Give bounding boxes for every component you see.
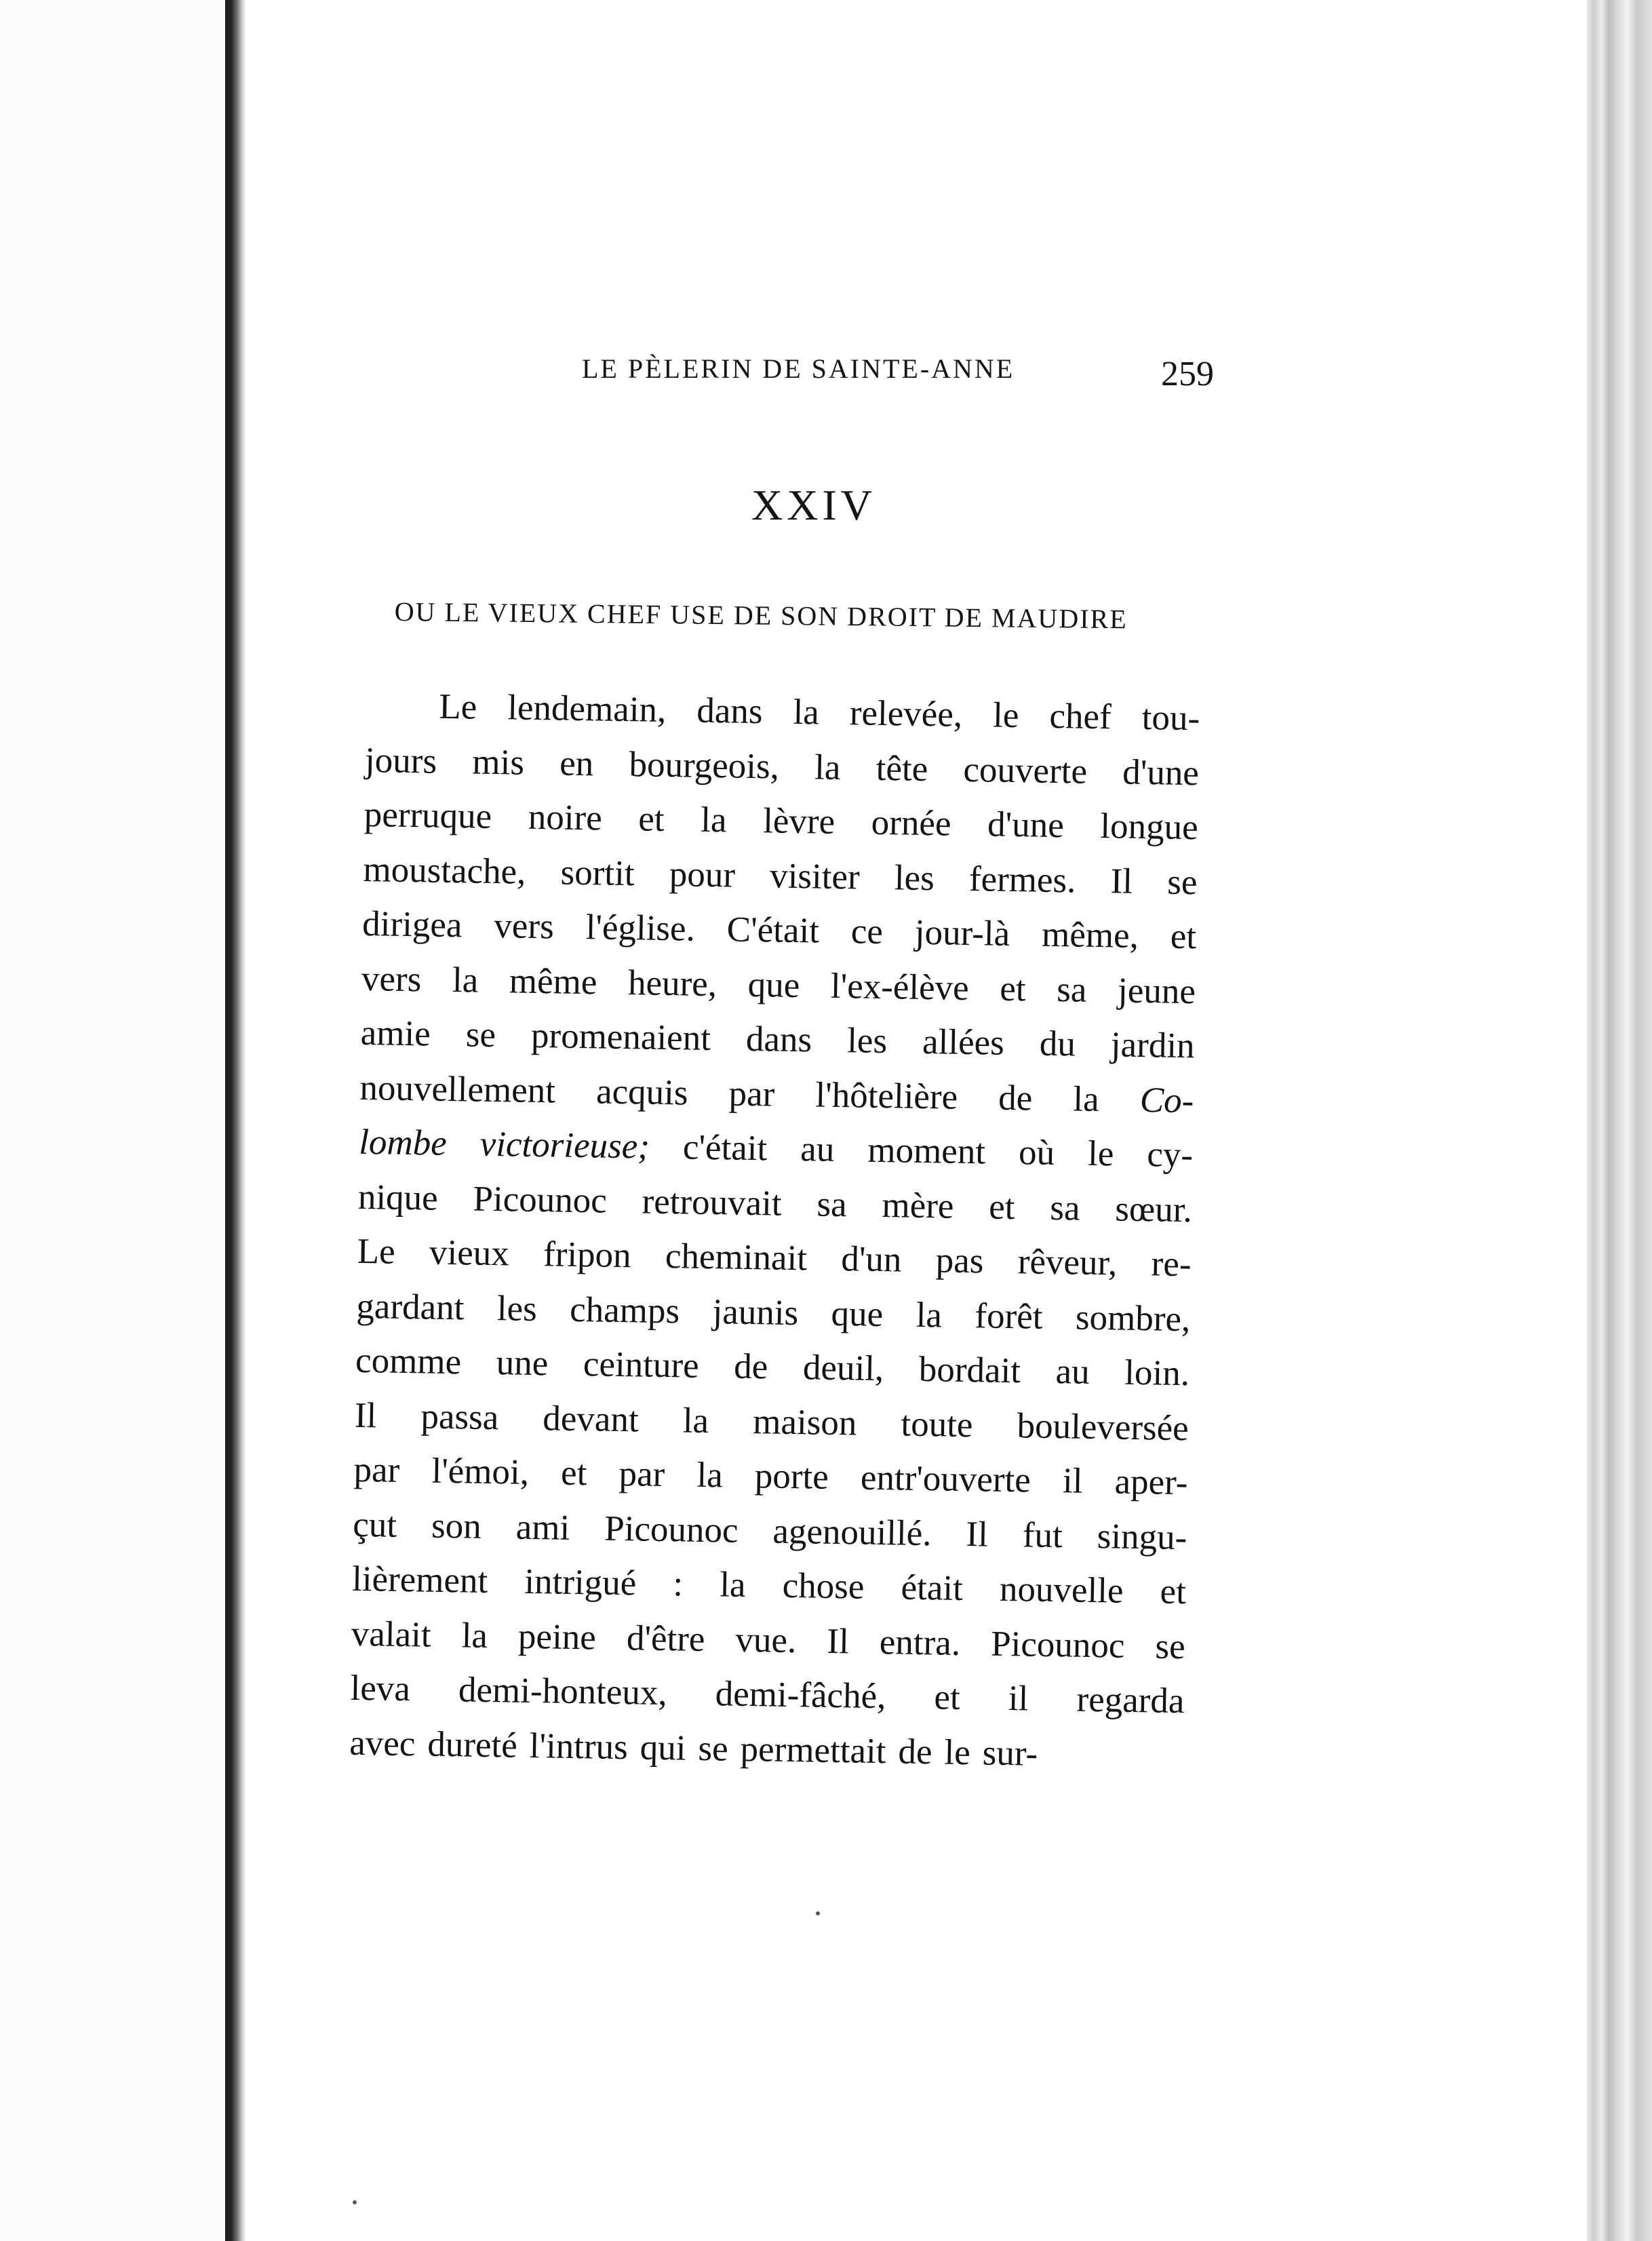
chapter-title: OU LE VIEUX CHEF USE DE SON DROIT DE MAUDIRE <box>394 596 1128 635</box>
body-word: les <box>846 1021 888 1061</box>
body-word: maison <box>752 1401 857 1443</box>
body-word: fut <box>1022 1515 1063 1555</box>
body-word: chef <box>1049 696 1112 737</box>
body-word: Il <box>966 1514 989 1555</box>
body-word: la <box>682 1400 709 1441</box>
body-word: où <box>1018 1133 1055 1173</box>
body-word: et <box>1160 1572 1187 1612</box>
body-word: la <box>719 1565 747 1605</box>
body-word: son <box>431 1506 482 1546</box>
body-word: bourgeois, <box>629 744 780 787</box>
body-word: jours <box>364 740 437 781</box>
body-word: mis <box>471 741 525 783</box>
body-word: couverte <box>963 749 1088 792</box>
page-number: 259 <box>1161 355 1214 393</box>
body-word: heure, <box>627 962 717 1004</box>
chapter-body-text <box>349 678 1200 1783</box>
body-word: dans <box>745 1019 812 1060</box>
body-word: il <box>1062 1461 1083 1501</box>
body-word: jaunis <box>712 1291 799 1333</box>
body-word: sa <box>817 1184 848 1224</box>
body-word: leva <box>350 1668 411 1709</box>
body-word: la <box>916 1295 943 1335</box>
body-word: victorieuse; <box>479 1124 650 1167</box>
body-word: entra. <box>879 1622 961 1663</box>
body-word: par <box>618 1454 665 1495</box>
body-word: moment <box>867 1130 986 1172</box>
body-word: noire <box>528 797 603 838</box>
body-word: sur- <box>982 1732 1038 1774</box>
body-word: sortit <box>560 853 635 893</box>
body-word: bouleversée <box>1017 1405 1189 1448</box>
body-word: allées <box>922 1021 1005 1063</box>
body-word: promenaient <box>530 1015 711 1059</box>
body-word: vue. <box>735 1620 797 1660</box>
body-word: acquis <box>595 1071 688 1113</box>
body-word: çut <box>352 1504 397 1545</box>
body-word: ornée <box>871 802 951 844</box>
body-word: nique <box>357 1177 439 1218</box>
body-word: l'émoi, <box>431 1451 530 1492</box>
body-word: demi-honteux, <box>458 1670 668 1713</box>
body-word: et <box>934 1677 961 1717</box>
body-word: l'ex-élève <box>830 966 970 1008</box>
body-word: pas <box>935 1241 984 1281</box>
body-word: c'était <box>682 1127 768 1169</box>
body-word: comme <box>355 1340 462 1382</box>
body-word: Le <box>438 686 477 727</box>
body-word: demi-fâché, <box>715 1674 886 1717</box>
body-word: et <box>988 1187 1015 1227</box>
body-word: peine <box>517 1616 597 1657</box>
body-word: porte <box>754 1456 829 1497</box>
body-word: ami <box>515 1507 570 1548</box>
body-word: la <box>452 960 479 1000</box>
body-word: entr'ouverte <box>860 1458 1031 1500</box>
body-word: aper- <box>1114 1462 1188 1503</box>
body-word: lèvre <box>762 801 835 842</box>
body-word: se <box>465 1015 496 1055</box>
body-word: au <box>800 1129 835 1169</box>
page-edge-shading <box>1587 0 1652 2241</box>
body-word: forêt <box>975 1295 1043 1337</box>
body-word: singu- <box>1097 1516 1187 1557</box>
body-word: permettait <box>740 1729 886 1771</box>
body-word: sa <box>1056 969 1087 1010</box>
body-word: la <box>696 1455 724 1496</box>
body-word: intrigué <box>524 1561 637 1603</box>
body-word: que <box>831 1293 884 1334</box>
body-word: ce <box>850 912 884 952</box>
body-word: Il <box>826 1621 850 1661</box>
body-word: au <box>1055 1352 1090 1392</box>
body-word: par <box>728 1073 775 1114</box>
body-word: de <box>898 1732 932 1772</box>
body-word: en <box>559 743 594 783</box>
body-word: dans <box>696 690 763 732</box>
body-word: l'intrus <box>529 1726 629 1767</box>
body-word: vieux <box>429 1232 510 1274</box>
body-word: les <box>496 1288 538 1329</box>
book-gutter <box>225 0 245 2241</box>
body-word: la <box>1072 1078 1100 1119</box>
body-word: amie <box>360 1013 431 1054</box>
body-word: d'un <box>840 1239 902 1280</box>
body-word: relevée, <box>849 693 963 735</box>
left-facing-page <box>0 0 224 2241</box>
body-word: Co- <box>1139 1080 1194 1120</box>
body-word: jeune <box>1117 970 1196 1011</box>
body-word: tou- <box>1141 697 1200 739</box>
body-word: devant <box>542 1398 640 1439</box>
body-word: sa <box>1049 1188 1081 1228</box>
body-word: était <box>901 1567 964 1608</box>
body-word: dureté <box>427 1724 518 1766</box>
body-word: sœur. <box>1114 1188 1193 1230</box>
body-word: regarda <box>1076 1679 1185 1721</box>
body-word: lièrement <box>351 1559 488 1601</box>
body-word: que <box>747 964 800 1005</box>
body-word: même <box>509 960 597 1002</box>
body-word: Picounoc <box>604 1508 739 1551</box>
scan-speck <box>816 1911 820 1915</box>
scan-speck <box>353 2200 357 2204</box>
body-word: la <box>461 1615 488 1656</box>
body-word: qui <box>640 1728 686 1768</box>
body-word: vers <box>493 906 555 947</box>
body-word: d'une <box>987 804 1065 846</box>
body-word: fripon <box>543 1234 632 1276</box>
body-word: re- <box>1151 1244 1192 1285</box>
body-word: par <box>353 1449 400 1490</box>
body-word: rêveur, <box>1017 1242 1118 1283</box>
body-word: deuil, <box>802 1348 884 1389</box>
body-word: Il <box>1110 861 1133 901</box>
body-word: dirigea <box>361 903 463 946</box>
body-word: vers <box>361 958 422 999</box>
body-word: se <box>1166 862 1198 902</box>
body-word: se <box>698 1728 729 1769</box>
body-word: agenouillé. <box>772 1511 932 1553</box>
body-word: la <box>814 747 841 787</box>
body-word: perruque <box>363 794 492 836</box>
body-word: il <box>1008 1679 1029 1719</box>
body-word: Le <box>357 1231 396 1272</box>
chapter-number: XXIV <box>751 481 876 529</box>
body-word: passa <box>420 1396 499 1437</box>
body-word: la <box>700 800 728 840</box>
body-word: l'hôtelière <box>815 1074 958 1117</box>
body-word: toute <box>901 1404 973 1445</box>
body-word: le <box>944 1732 971 1772</box>
body-word: d'être <box>626 1618 705 1659</box>
body-word: gardant <box>356 1286 465 1327</box>
body-word: cheminait <box>665 1236 808 1279</box>
body-word: loin. <box>1124 1352 1190 1394</box>
body-word: valait <box>351 1614 432 1655</box>
body-word: nouvellement <box>359 1068 556 1110</box>
body-word: lendemain, <box>507 688 667 730</box>
body-word: et <box>637 799 665 839</box>
running-head: LE PÈLERIN DE SAINTE-ANNE <box>582 353 1015 384</box>
body-word: de <box>733 1346 768 1387</box>
body-word: fermes. <box>968 859 1076 900</box>
body-word: et <box>1170 916 1197 957</box>
body-word: avec <box>349 1723 416 1763</box>
body-word: tête <box>876 748 928 789</box>
body-word: du <box>1039 1024 1076 1064</box>
body-word: et <box>560 1453 587 1494</box>
body-word: jardin <box>1110 1025 1196 1066</box>
body-word: lombe <box>358 1122 448 1163</box>
body-word: moustache, <box>363 849 526 892</box>
body-word: champs <box>569 1289 680 1331</box>
body-word: de <box>998 1078 1033 1118</box>
body-word: mère <box>882 1185 954 1226</box>
body-word: le <box>992 695 1019 736</box>
body-word: le <box>1087 1133 1114 1174</box>
body-word: pour <box>669 854 736 895</box>
body-word: une <box>496 1343 549 1384</box>
body-word: : <box>672 1564 684 1604</box>
body-word: la <box>793 692 820 733</box>
body-word: même, <box>1041 914 1139 956</box>
body-word: bordait <box>918 1349 1021 1391</box>
body-word: et <box>999 969 1027 1009</box>
body-word: chose <box>782 1565 865 1607</box>
body-word: ceinture <box>583 1344 700 1386</box>
body-word: jour-là <box>914 912 1010 954</box>
body-word: l'église. <box>585 908 696 949</box>
body-word: cy- <box>1146 1135 1194 1175</box>
body-word: nouvelle <box>999 1569 1124 1611</box>
body-word: C'était <box>726 910 820 951</box>
body-word: les <box>894 857 935 898</box>
body-word: Picounoc <box>990 1624 1125 1666</box>
body-word: se <box>1155 1626 1186 1667</box>
body-word: Picounoc <box>473 1179 608 1221</box>
body-word: retrouvait <box>642 1181 783 1224</box>
body-word: visiter <box>769 855 861 897</box>
body-word: longue <box>1099 806 1199 848</box>
body-word: sombre, <box>1075 1298 1191 1339</box>
body-word: Il <box>354 1395 377 1435</box>
body-word: d'une <box>1122 752 1200 793</box>
